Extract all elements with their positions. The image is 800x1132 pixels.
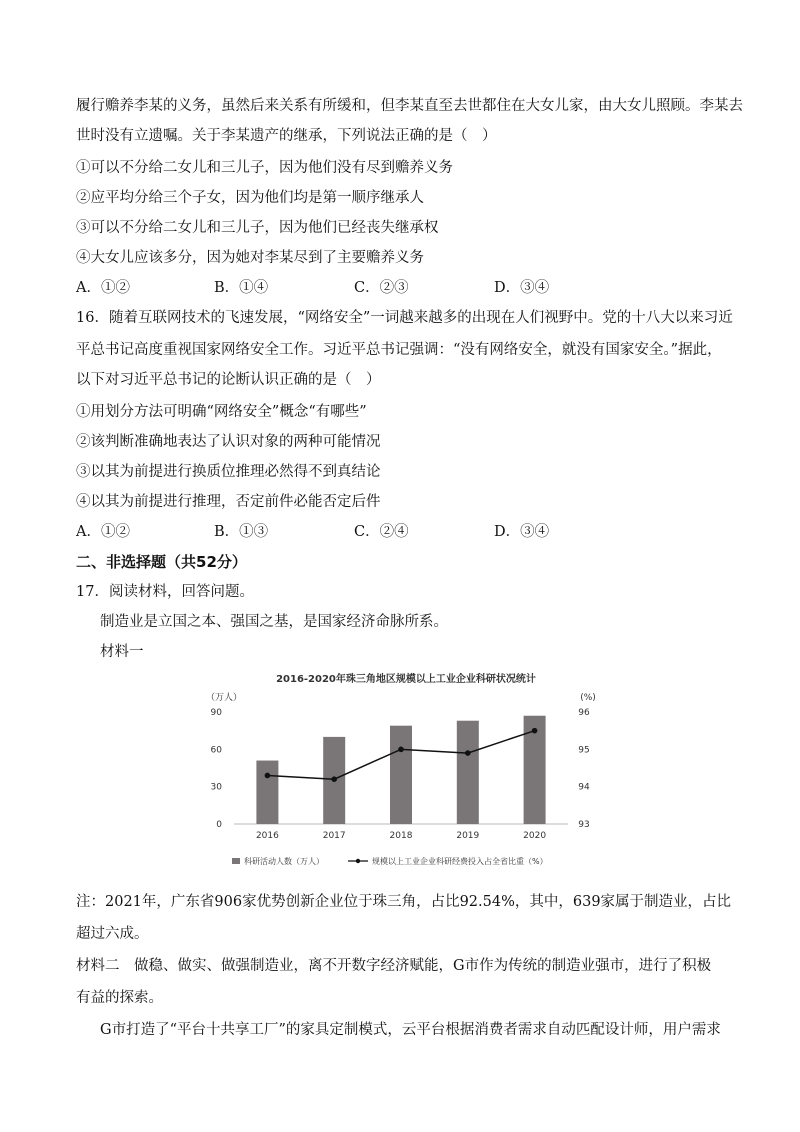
q17-material-2-line-2: 有益的探索。 [76,990,163,1006]
q15-option-b: B．①④ [214,280,269,296]
left-axis-tick-label: 30 [210,782,222,793]
q15-option-d: D．③④ [494,280,550,296]
right-axis-unit: (%) [580,693,596,703]
chart-title: 2016-2020年珠三角地区规模以上工业企业科研状况统计 [276,674,536,685]
x-axis-tick-label: 2019 [456,831,480,841]
bar-2016 [256,761,278,824]
q17-stem: 17．阅读材料，回答问题。 [76,584,254,600]
q16-stem-line-1: 16．随着互联网技术的飞速发展，“网络安全”一词越来越多的出现在人们视野中。党的十八大以来习近 [76,310,733,326]
right-axis-tick-label: 95 [578,745,590,756]
research-statistics-chart [196,662,616,872]
left-axis-unit: （万人） [206,693,243,703]
right-axis-tick-label: 93 [578,820,590,830]
legend-bar-label: 科研活动人数（万人） [244,857,324,866]
q15-item-3: ③可以不分给二女儿和三儿子，因为他们已经丧失继承权 [76,220,439,236]
q17-note-line-1: 注：2021年，广东省906家优势创新企业位于珠三角，占比92.54%，其中，639家属于制造业，占比 [76,894,732,910]
q17-paragraph: G市打造了“平台十共享工厂”的家具定制模式，云平台根据消费者需求自动匹配设计师，用户需求 [100,1022,721,1038]
q17-material-2-line-1: 材料二 做稳、做实、做强制造业，离不开数字经济赋能，G市作为传统的制造业强市，进行了积极 [76,958,712,974]
q16-option-c: C．②④ [354,524,409,540]
q17-material-1-label: 材料一 [100,644,144,660]
q16-option-a: A．①② [76,524,130,540]
legend-line-label: 规模以上工业企业科研经费投入占全省比重（%） [372,857,548,866]
left-axis-tick-label: 0 [216,820,222,830]
legend-bar-swatch [232,858,240,864]
q15-stem-line-1: 履行赡养李某的义务，虽然后来关系有所缓和，但李某直至去世都住在大女儿家，由大女儿照顾。李某去 [76,98,743,114]
line-point-2016 [265,773,271,779]
bar-2018 [390,726,412,824]
legend-line-marker [356,859,360,863]
section-heading: 二、非选择题（共52分） [76,553,247,571]
q15-stem-line-2: 世时没有立遗嘱。关于李某遗产的继承，下列说法正确的是（ ） [76,128,497,144]
q15-option-c: C．②③ [354,280,409,296]
left-axis-tick-label: 60 [210,745,222,756]
line-point-2017 [331,776,337,782]
q15-option-a: A．①② [76,280,130,296]
x-axis-tick-label: 2016 [255,831,279,841]
left-axis-tick-label: 90 [210,708,222,718]
q15-item-2: ②应平均分给三个子女，因为他们均是第一顺序继承人 [76,190,424,206]
q15-item-4: ④大女儿应该多分，因为她对李某尽到了主要赡养义务 [76,250,424,266]
right-axis-tick-label: 94 [578,782,590,793]
q16-stem-line-3: 以下对习近平总书记的论断认识正确的是（ ） [76,372,381,388]
line-point-2020 [532,728,538,734]
q16-stem-line-2: 平总书记高度重视国家网络安全工作。习近平总书记强调：“没有网络安全，就没有国家安全。”据此， [76,342,722,358]
x-axis-tick-label: 2018 [389,831,413,841]
q16-item-1: ①用划分方法可明确“网络安全”概念“有哪些” [76,404,367,420]
q16-item-3: ③以其为前提进行换质位推理必然得不到真结论 [76,464,381,480]
q16-option-b: B．①③ [214,524,269,540]
q16-item-2: ②该判断准确地表达了认识对象的两种可能情况 [76,434,381,450]
chart-legend [232,856,548,866]
line-point-2018 [398,747,404,753]
q15-item-1: ①可以不分给二女儿和三儿子，因为他们没有尽到赡养义务 [76,160,453,176]
q16-option-d: D．③④ [494,524,550,540]
line-point-2019 [465,750,471,756]
x-axis-tick-label: 2017 [322,831,346,841]
bar-2019 [457,721,479,824]
right-axis-tick-label: 96 [578,708,590,718]
q16-item-4: ④以其为前提进行推理，否定前件必能否定后件 [76,494,381,510]
q17-intro: 制造业是立国之本、强国之基，是国家经济命脉所系。 [100,614,448,630]
q17-note-line-2: 超过六成。 [76,926,149,942]
x-axis-tick-label: 2020 [523,831,547,841]
